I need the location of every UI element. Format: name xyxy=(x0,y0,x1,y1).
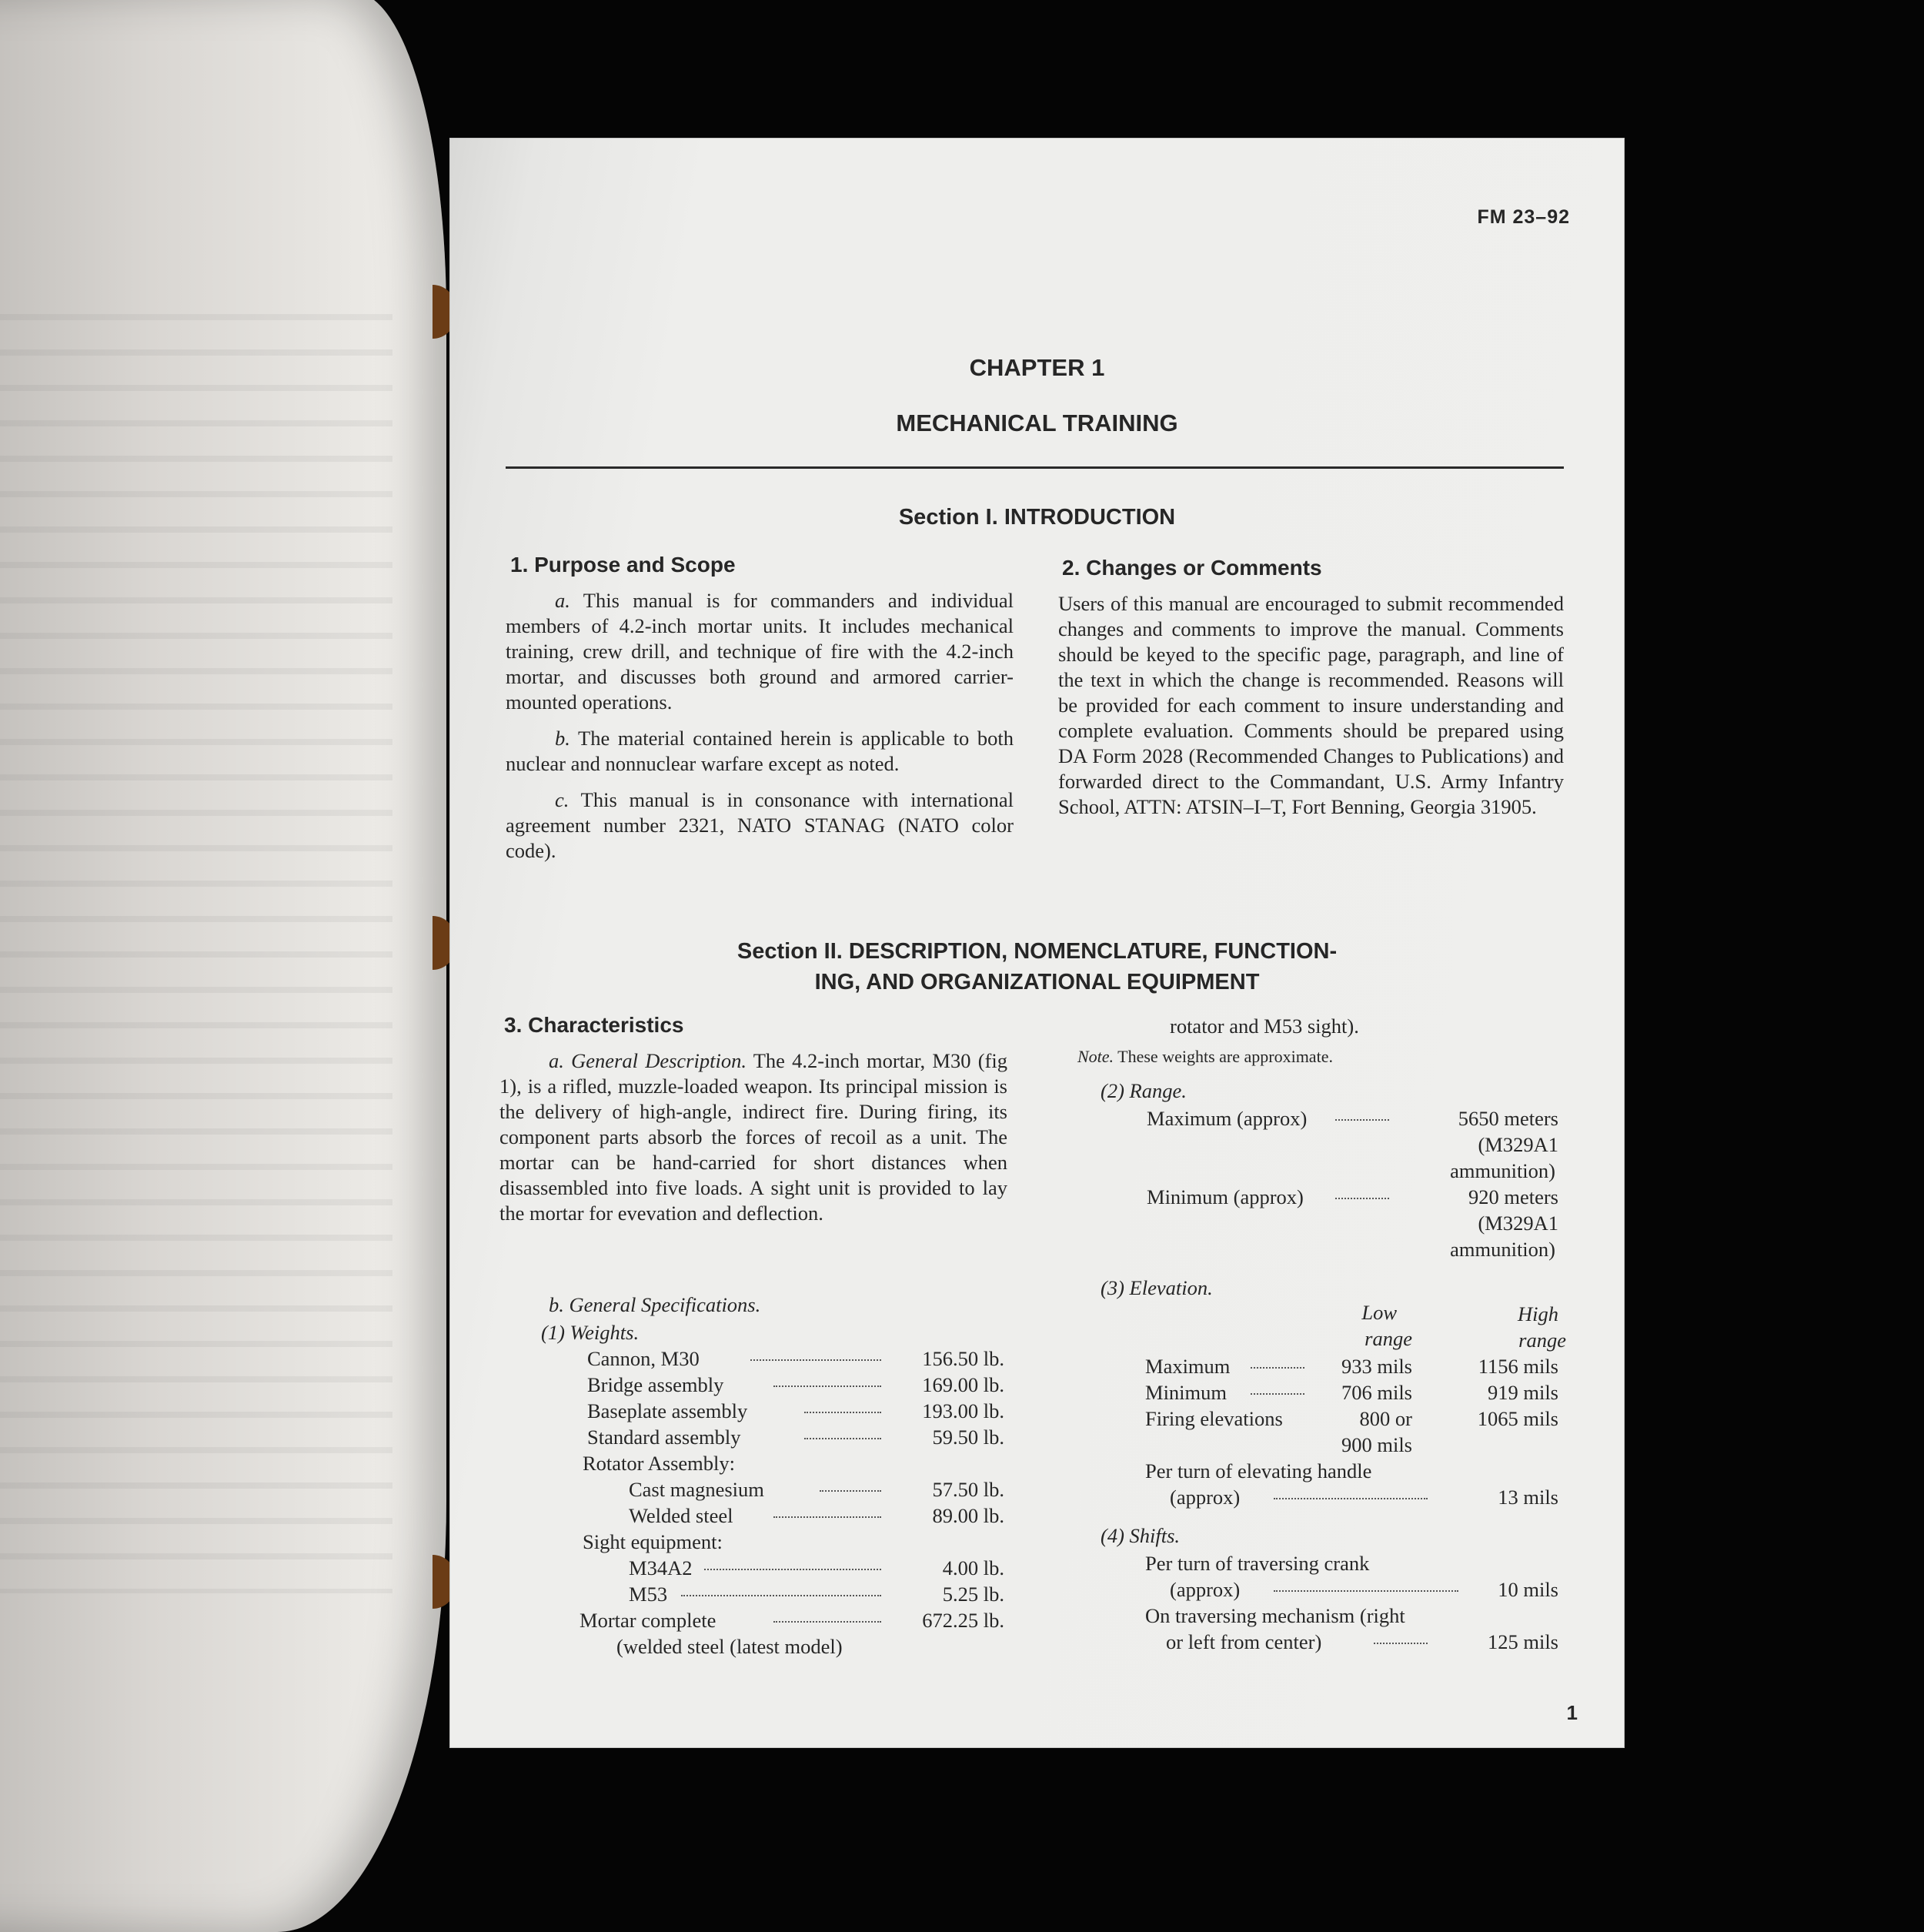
elevation-high: 1065 mils xyxy=(1477,1407,1558,1430)
weight-item: Baseplate assembly xyxy=(587,1399,748,1422)
dot-leader xyxy=(1251,1355,1304,1379)
para-3-title: 3. Characteristics xyxy=(504,1013,684,1037)
range-item: Maximum (approx) xyxy=(1147,1107,1308,1130)
low-range-head: range xyxy=(1365,1327,1412,1350)
weight-row xyxy=(580,1609,716,1633)
weights-label: (1) Weights. xyxy=(541,1321,640,1344)
weight-item: M53 xyxy=(629,1583,668,1606)
range-value: 920 meters xyxy=(1468,1185,1558,1208)
para-3a-body xyxy=(499,1048,1007,1237)
high-range-head: range xyxy=(1518,1329,1566,1352)
range-ammo: (M329A1 xyxy=(1478,1212,1558,1235)
dot-leader xyxy=(1374,1630,1428,1654)
shift-item: Per turn of traversing crank xyxy=(1145,1552,1370,1575)
section-2-title-line-2: ING, AND ORGANIZATIONAL EQUIPMENT xyxy=(814,970,1260,994)
high-range-head: High xyxy=(1518,1302,1558,1325)
weight-value: 672.25 lb. xyxy=(922,1609,1004,1632)
para-2-body xyxy=(1058,591,1564,831)
mortar-complete-continued: (welded steel (latest model) xyxy=(616,1635,843,1658)
elevation-item: Minimum xyxy=(1145,1381,1228,1404)
weight-row xyxy=(587,1426,740,1449)
weight-row xyxy=(587,1373,723,1397)
shift-value: 125 mils xyxy=(1487,1630,1558,1653)
weight-row xyxy=(587,1399,747,1423)
manual-number: FM 23–92 xyxy=(1477,206,1570,228)
chapter-title: MECHANICAL TRAINING xyxy=(896,409,1178,436)
weight-item: Bridge assembly xyxy=(587,1373,724,1396)
dot-leader xyxy=(1335,1185,1389,1209)
dot-leader xyxy=(773,1609,881,1633)
weight-value: 193.00 lb. xyxy=(922,1399,1004,1422)
continued-text: rotator and M53 sight). xyxy=(1170,1014,1359,1038)
para-text: Users of this manual are encouraged to submit recommended changes and comments to improve the manual. Comments should be keyed to the specific page, paragraph, and line of the text in which the change is recommended. Reasons will be provided for each comment to insure understanding and complete evaluation. Comments should be prepared using DA Form 2028 (Recommended Changes to Publications) and forwarded direct to the Commandant, U.S. Army Infantry School, ATTN: ATSIN–I–T, Fort Benning, Georgia 31905. xyxy=(1058,592,1564,818)
dot-leader xyxy=(804,1399,881,1423)
weight-value: 169.00 lb. xyxy=(922,1373,1004,1396)
general-specifications-label: b. General Specifications. xyxy=(549,1293,761,1316)
dot-leader xyxy=(750,1347,889,1371)
shift-item: On traversing mechanism (right xyxy=(1145,1604,1405,1627)
page-number: 1 xyxy=(1566,1701,1578,1724)
elevation-high: 1156 mils xyxy=(1478,1355,1558,1378)
range-label: (2) Range. xyxy=(1101,1079,1187,1102)
per-turn-elevating-value: 13 mils xyxy=(1498,1486,1558,1509)
dot-leader xyxy=(773,1504,881,1528)
weight-row xyxy=(629,1583,667,1606)
dot-leader xyxy=(773,1373,881,1397)
dot-leader xyxy=(1335,1107,1389,1131)
para-1-title: 1. Purpose and Scope xyxy=(510,553,736,577)
weight-row xyxy=(587,1347,700,1371)
range-ammo: ammunition) xyxy=(1450,1238,1555,1261)
elevation-low: 933 mils xyxy=(1341,1355,1412,1378)
note-text: These weights are approximate. xyxy=(1117,1047,1333,1066)
para-1-body xyxy=(506,588,1014,874)
weight-value: 59.50 lb. xyxy=(932,1426,1004,1449)
item-label: b. xyxy=(555,727,570,750)
section-2-title-line-1: Section II. DESCRIPTION, NOMENCLATURE, FUNCTION- xyxy=(737,939,1338,964)
elevation-low: 800 or xyxy=(1359,1407,1412,1430)
shift-item: (approx) xyxy=(1170,1578,1241,1601)
weight-row xyxy=(629,1478,764,1502)
elevation-high: 919 mils xyxy=(1487,1381,1558,1404)
shifts-label: (4) Shifts. xyxy=(1101,1524,1181,1547)
low-range-head: Low xyxy=(1361,1301,1397,1324)
weight-value: 89.00 lb. xyxy=(932,1504,1004,1527)
weight-item: Welded steel xyxy=(629,1504,733,1527)
range-ammo: ammunition) xyxy=(1450,1159,1555,1182)
weight-value: 5.25 lb. xyxy=(942,1583,1004,1606)
elevation-low-alt: 900 mils xyxy=(1341,1433,1412,1456)
weight-item: Cast magnesium xyxy=(629,1478,764,1501)
elevation-item: Firing elevations xyxy=(1145,1407,1283,1430)
range-ammo: (M329A1 xyxy=(1478,1133,1558,1156)
chapter-label: CHAPTER 1 xyxy=(969,354,1105,381)
item-label: a. xyxy=(555,589,570,612)
shift-item: or left from center) xyxy=(1166,1630,1322,1653)
note xyxy=(1077,1047,1333,1067)
left-page xyxy=(0,0,446,1932)
weight-row xyxy=(629,1556,692,1580)
dot-leader xyxy=(820,1478,881,1502)
elevation-label: (3) Elevation. xyxy=(1101,1276,1213,1299)
range-value: 5650 meters xyxy=(1458,1107,1558,1130)
dot-leader xyxy=(681,1583,881,1606)
document-page xyxy=(450,139,1624,1747)
weight-item: Cannon, M30 xyxy=(587,1347,700,1370)
weight-item: Mortar complete xyxy=(580,1609,716,1632)
item-label: a. General Description. xyxy=(549,1049,747,1072)
para-text: This manual is for commanders and individual members of 4.2-inch mortar units. It includes mechanical training, crew drill, and technique of fire with the 4.2-inch mortar, and discusses both ground and armored carrier-mounted operations. xyxy=(506,589,1014,714)
range-item: Minimum (approx) xyxy=(1147,1185,1304,1208)
per-turn-elevating: Per turn of elevating handle xyxy=(1145,1459,1372,1482)
dot-leader xyxy=(804,1426,881,1449)
para-2-title: 2. Changes or Comments xyxy=(1062,556,1322,580)
dot-leader xyxy=(1274,1578,1458,1602)
elevation-low: 706 mils xyxy=(1341,1381,1412,1404)
para-text: The 4.2-inch mortar, M30 (fig 1), is a rifled, muzzle-loaded weapon. Its principal mission is the delivery of high-angle, indirect fire. During firing, its component parts absorb the forces of recoil as a unit. The mortar can be hand-carried for short distances when disassembled into five loads. A sight unit is provided to lay the mortar for evevation and deflection. xyxy=(499,1049,1007,1225)
item-label: c. xyxy=(555,788,570,811)
horizontal-rule xyxy=(506,466,1564,469)
weight-value: 4.00 lb. xyxy=(942,1556,1004,1579)
section-1-title: Section I. INTRODUCTION xyxy=(898,505,1176,530)
show-through-text xyxy=(0,285,392,1593)
note-label: Note. xyxy=(1077,1047,1114,1066)
weight-item: M34A2 xyxy=(629,1556,693,1579)
shift-value: 10 mils xyxy=(1498,1578,1558,1601)
elevation-item: Maximum xyxy=(1145,1355,1231,1378)
weight-value: 156.50 lb. xyxy=(922,1347,1004,1370)
per-turn-elevating-approx: (approx) xyxy=(1170,1486,1241,1509)
dot-leader xyxy=(1274,1486,1428,1509)
para-text: This manual is in consonance with international agreement number 2321, NATO STANAG (NATO color code). xyxy=(506,788,1014,862)
weight-value: 57.50 lb. xyxy=(932,1478,1004,1501)
dot-leader xyxy=(704,1556,881,1580)
rotator-label: Rotator Assembly: xyxy=(583,1452,736,1475)
weight-item: Standard assembly xyxy=(587,1426,741,1449)
para-text: The material contained herein is applicable to both nuclear and nonnuclear warfare except as noted. xyxy=(506,727,1014,775)
sight-label: Sight equipment: xyxy=(583,1530,723,1553)
dot-leader xyxy=(1251,1381,1304,1405)
weight-row xyxy=(629,1504,733,1528)
